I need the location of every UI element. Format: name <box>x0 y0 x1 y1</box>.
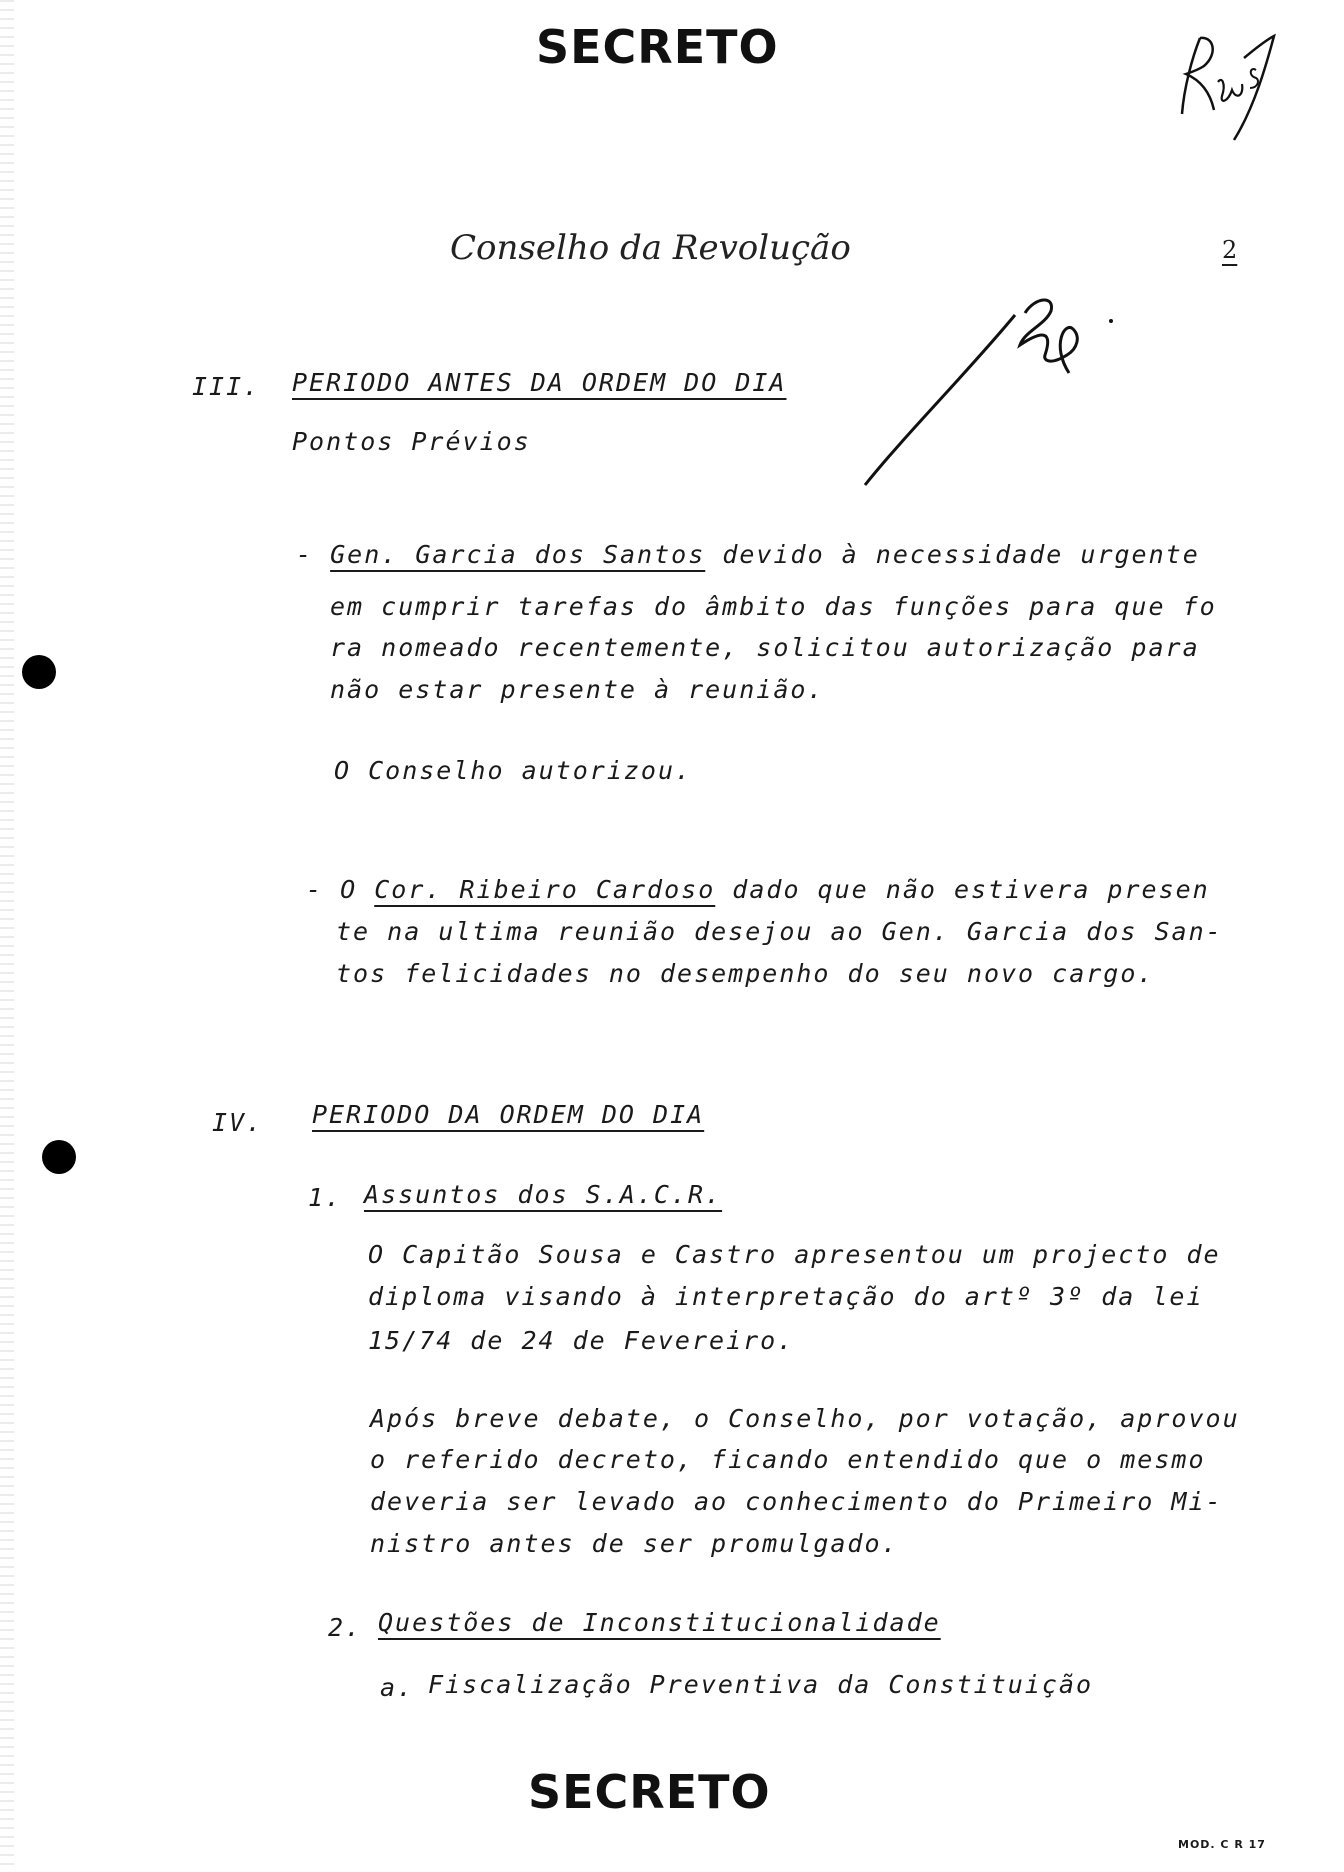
paragraph-line: nistro antes de ser promulgado. <box>370 1529 899 1558</box>
item-dash: - O <box>306 875 358 904</box>
person-name: Cor. Ribeiro Cardoso <box>374 875 716 904</box>
item-dash: - <box>296 540 314 569</box>
council-authorized: O Conselho autorizou. <box>334 756 693 785</box>
section-4-numeral: IV. <box>212 1108 264 1137</box>
form-code: MOD. C R 17 <box>1178 1838 1266 1851</box>
section-3-item-1-line-2: em cumprir tarefas do âmbito das funções para que fo <box>330 592 1217 621</box>
item-text: dado que não estivera presen <box>715 875 1210 904</box>
section-3-subtitle: Pontos Prévios <box>292 427 531 456</box>
page-number: 2 <box>1222 236 1238 264</box>
section-4-item-2-title: Questões de Inconstitucionalidade <box>378 1608 941 1637</box>
paragraph-line: o referido decreto, ficando entendido que o mesmo <box>370 1445 1206 1474</box>
section-3-item-1-line-4: não estar presente à reunião. <box>330 675 825 704</box>
subitem-marker: a. <box>380 1673 415 1702</box>
section-3-numeral: III. <box>192 372 261 401</box>
section-4-item-1-number: 1. <box>308 1183 343 1212</box>
person-name: Gen. Garcia dos Santos <box>330 540 706 569</box>
scan-edge-artifact <box>0 0 14 1872</box>
paragraph-line: diploma visando à interpretação do artº 3º da lei <box>368 1282 1204 1311</box>
section-3-title: PERIODO ANTES DA ORDEM DO DIA <box>292 368 787 397</box>
paragraph-line: O Capitão Sousa e Castro apresentou um projecto de <box>368 1240 1221 1269</box>
section-3-item-2-line-3: tos felicidades no desempenho do seu novo cargo. <box>336 959 1155 988</box>
paragraph-line: Após breve debate, o Conselho, por votação, aprovou <box>370 1404 1240 1433</box>
punch-hole <box>42 1140 76 1174</box>
section-4-title: PERIODO DA ORDEM DO DIA <box>312 1100 705 1129</box>
letterhead-title: Conselho da Revolução <box>450 228 851 268</box>
subitem-title: Fiscalização Preventiva da Constituição <box>428 1670 1093 1699</box>
paragraph-line: 15/74 de 24 de Fevereiro. <box>368 1326 795 1355</box>
paragraph-line: deveria ser levado ao conhecimento do Primeiro Mi- <box>370 1487 1223 1516</box>
section-4-item-2-number: 2. <box>328 1613 363 1642</box>
section-3-item-1-line-1 <box>296 540 1200 569</box>
section-3-item-2-line-2: te na ultima reunião desejou ao Gen. Garcia dos San- <box>336 917 1223 946</box>
stamp-bottom: SECRETO <box>528 1765 771 1819</box>
punch-hole <box>22 655 56 689</box>
handwritten-signature <box>855 285 1125 495</box>
section-3-item-2-line-1 <box>306 875 1210 904</box>
section-4-item-1-title: Assuntos dos S.A.C.R. <box>364 1180 723 1209</box>
section-3-item-1-line-3: ra nomeado recentemente, solicitou autorização para <box>330 633 1200 662</box>
handwritten-initials <box>1170 18 1280 150</box>
stamp-top: SECRETO <box>536 20 779 74</box>
item-text: devido à necessidade urgente <box>705 540 1200 569</box>
